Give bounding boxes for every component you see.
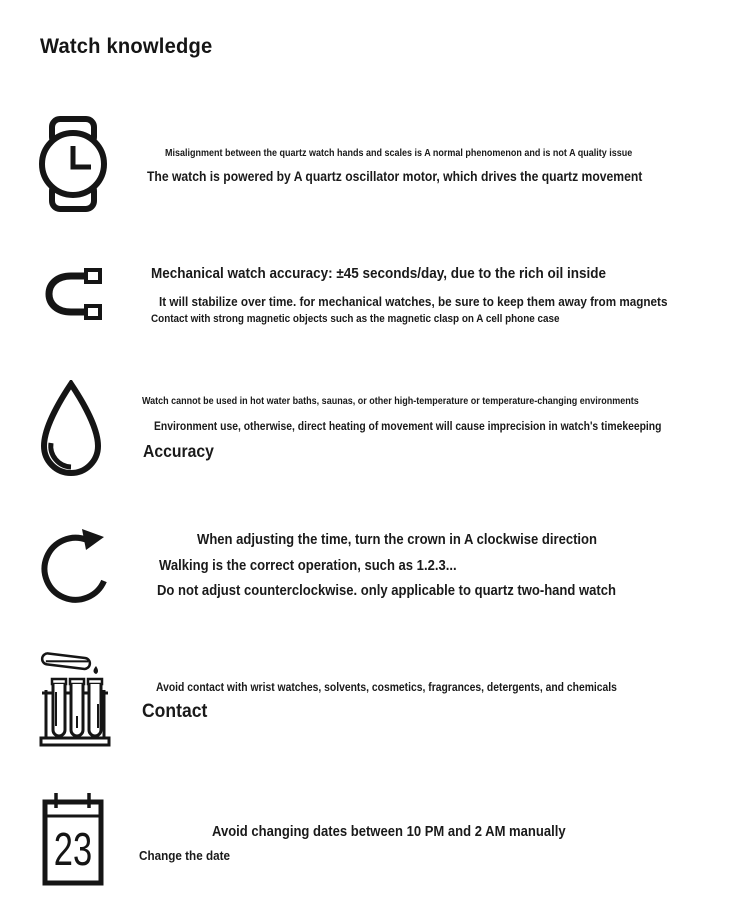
page-title: Watch knowledge [40, 35, 213, 58]
section-text-line: Environment use, otherwise, direct heating of movement will cause imprecision in watch's timekeeping [154, 421, 662, 433]
clockwise-arrow-icon [40, 528, 110, 614]
section-text-line: Mechanical watch accuracy: ±45 seconds/day, due to the rich oil inside [151, 265, 607, 282]
section-text-line: Avoid contact with wrist watches, solvents, cosmetics, fragrances, detergents, and chemicals [156, 682, 617, 694]
magnet-icon [42, 265, 104, 323]
section-text-line: It will stabilize over time. for mechanical watches, be sure to keep them away from magnets [159, 294, 668, 309]
water-drop-icon [37, 380, 105, 480]
section-text-line: Do not adjust counterclockwise. only applicable to quartz two-hand watch [157, 583, 616, 599]
section-text-line: The watch is powered by A quartz oscillator motor, which drives the quartz movement [147, 169, 643, 184]
section-heading: Contact [142, 700, 208, 722]
section-text-line: Contact with strong magnetic objects such as the magnetic clasp on A cell phone case [151, 313, 560, 325]
test-tubes-icon [36, 648, 114, 748]
section-heading: Accuracy [143, 441, 214, 461]
section-text-line: Walking is the correct operation, such as 1.2.3... [159, 558, 457, 574]
section-text-line: Misalignment between the quartz watch hands and scales is A normal phenomenon and is not A quality issue [165, 148, 633, 159]
section-text-line: Watch cannot be used in hot water baths, saunas, or other high-temperature or temperature-changing environments [142, 396, 639, 407]
section-text-line: Avoid changing dates between 10 PM and 2 AM manually [212, 824, 566, 840]
section-text-line: When adjusting the time, turn the crown in A clockwise direction [197, 532, 598, 548]
calendar-date-number: 23 [53, 823, 93, 875]
wristwatch-icon [36, 116, 110, 212]
section-text-line: Change the date [139, 848, 231, 863]
